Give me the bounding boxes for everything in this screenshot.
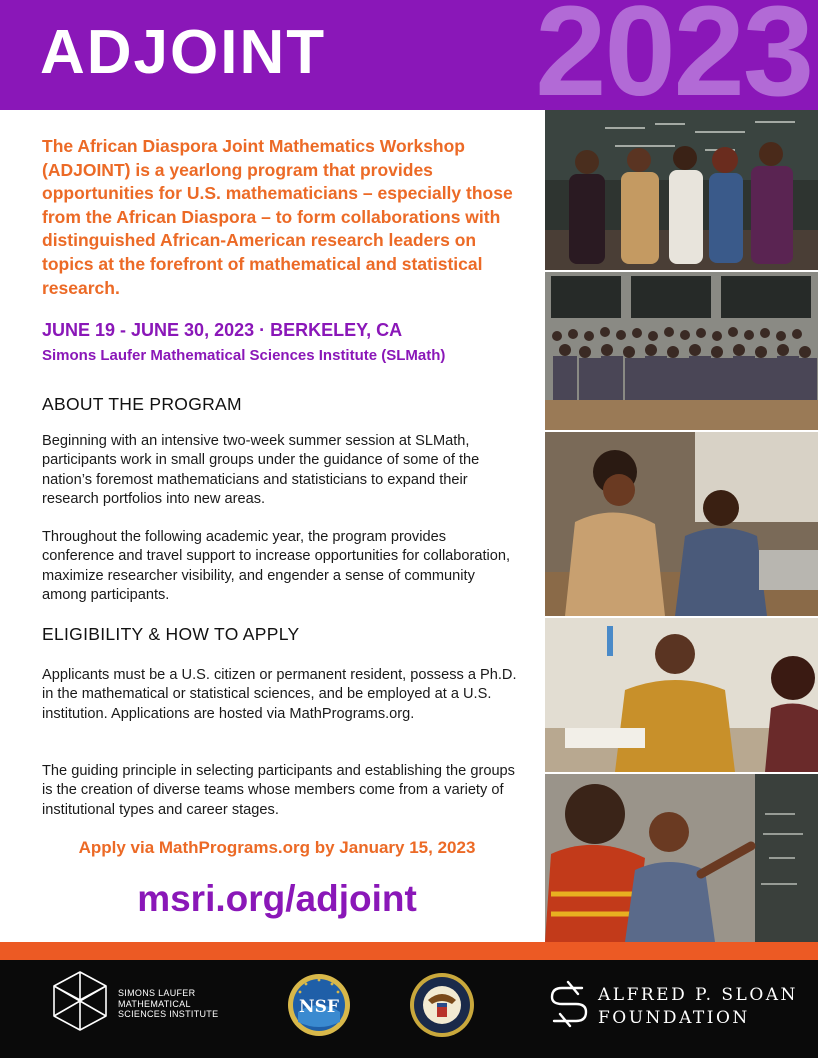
apply-call-to-action[interactable]: Apply via MathPrograms.org by January 15, 2023 — [78, 838, 476, 857]
slmath-line-2: MATHEMATICAL — [118, 998, 191, 1009]
eligibility-paragraph-2: The guiding principle in selecting participants and establishing the groups is the creation of diverse teams whose members come from a variety of institutional types and career stages. — [42, 763, 515, 818]
about-paragraph-2: Throughout the following academic year, the program provides conference and travel support to increase opportunities for collaboration, maximize researcher visibility, and engender a sense of community among participants. — [42, 529, 511, 604]
eligibility-paragraph-1: Applicants must be a U.S. citizen or permanent resident, possess a Ph.D. in the mathematical or statistical sciences, and be employed at a U.S. institution. Applications are hosted via MathPrograms.org. — [42, 667, 517, 722]
sloan-line-2: FOUNDATION — [598, 1008, 750, 1028]
header-banner — [0, 0, 818, 110]
eligibility-heading: ELIGIBILITY & HOW TO APPLY — [42, 624, 300, 644]
slmath-line-3: SCIENCES INSTITUTE — [118, 1009, 219, 1019]
program-title: ADJOINT — [40, 18, 327, 87]
nsa-seal-icon — [408, 970, 476, 1045]
sloan-wordmark — [598, 984, 798, 1030]
main-content — [42, 110, 520, 942]
photo-speakers-group — [545, 110, 818, 270]
photo-smiling-participant — [545, 618, 818, 772]
slmath-wordmark — [118, 988, 218, 1020]
event-venue: Simons Laufer Mathematical Sciences Institute (SLMath) — [42, 347, 446, 364]
sloan-line-1: ALFRED P. SLOAN — [598, 985, 798, 1005]
photo-column — [545, 110, 818, 942]
about-paragraph-1: Beginning with an intensive two-week summer session at SLMath, participants work in small groups under the guidance of some of the nation’s foremost mathematicians and statisticians to expand their research portfolios into new areas. — [42, 433, 480, 508]
intro-text: The African Diaspora Joint Mathematics Workshop (ADJOINT) is a yearlong program that provides opportunities for U.S. mathematicians – especially those from the African Diaspora – to form collaborations with distinguished African-American research leaders on topics at the forefront of mathematical and statistical research. — [42, 136, 513, 298]
photo-participants-group — [545, 272, 818, 430]
slmath-line-1: SIMONS LAUFER — [118, 988, 196, 998]
slmath-logo-icon — [50, 970, 110, 1037]
nsf-logo-icon — [286, 972, 352, 1043]
program-url-link[interactable]: msri.org/adjoint — [137, 878, 417, 919]
about-heading: ABOUT THE PROGRAM — [42, 394, 242, 414]
event-dates: JUNE 19 - JUNE 30, 2023 · BERKELEY, CA — [42, 320, 403, 340]
photo-chalkboard-discussion — [545, 774, 818, 942]
nsf-logo-text: NSF — [299, 997, 339, 1017]
orange-divider-bar — [0, 942, 818, 960]
sloan-s-icon — [548, 980, 590, 1033]
sponsor-footer — [0, 960, 818, 1058]
program-year: 2023 — [535, 0, 812, 110]
photo-collaboration-laptop — [545, 432, 818, 616]
